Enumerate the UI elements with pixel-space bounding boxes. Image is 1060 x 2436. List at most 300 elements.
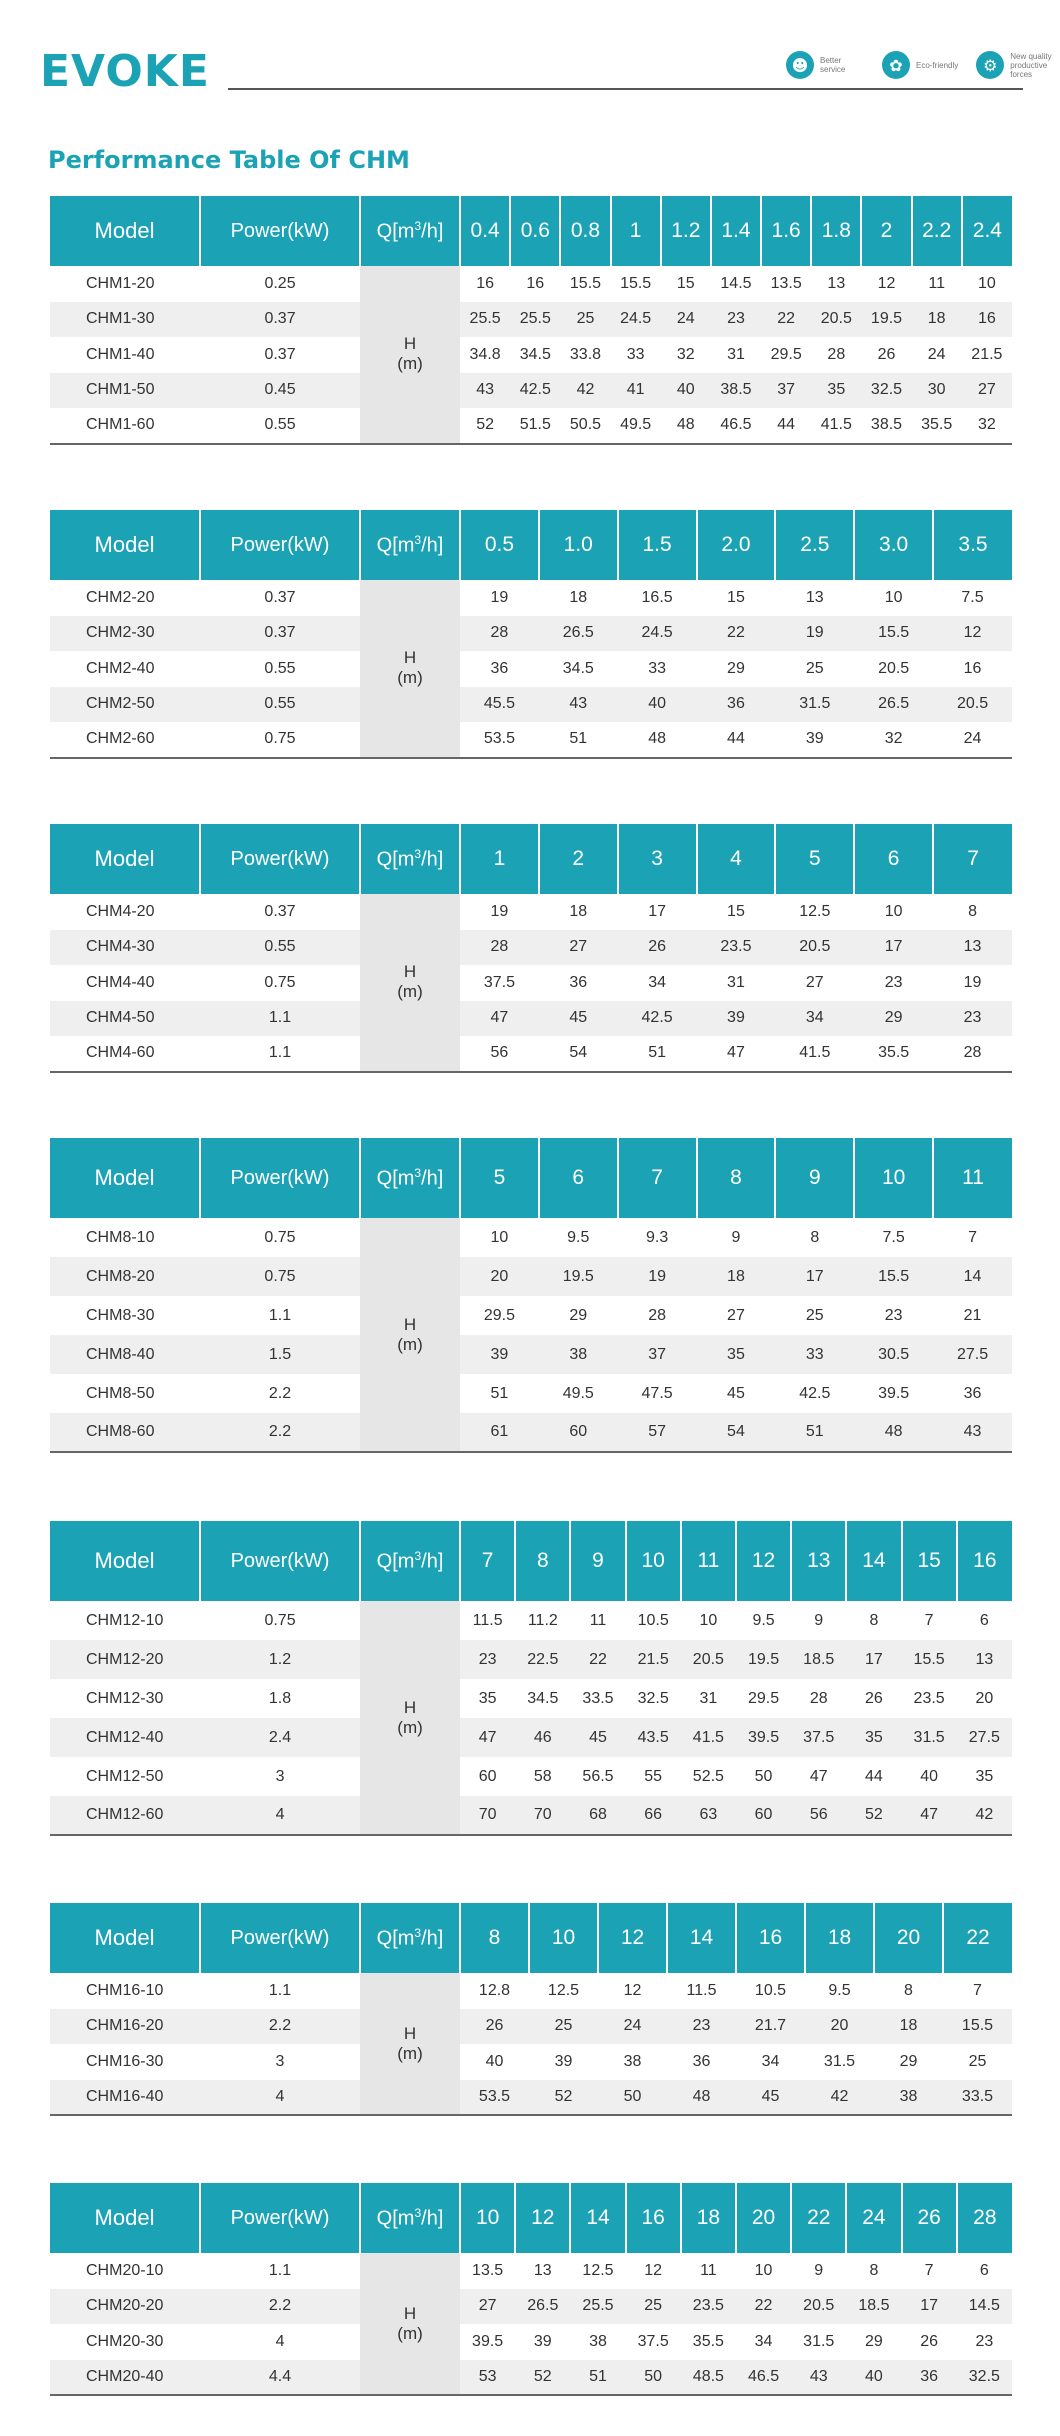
flow-value-header: 11	[681, 1521, 736, 1601]
flow-value-header: 1	[611, 196, 661, 266]
head-value-cell: 16	[476, 274, 495, 292]
power-cell: 1.1	[200, 1001, 360, 1037]
power-header: Power(kW)	[200, 1521, 360, 1601]
model-header: Model	[50, 196, 200, 266]
table-row	[50, 2009, 1012, 2045]
power-cell: 1.5	[200, 1335, 360, 1374]
head-value-cell: 39.5	[472, 2332, 504, 2350]
flow-header	[360, 2183, 460, 2253]
power-cell: 0.75	[264, 1228, 296, 1246]
head-value-cell: 19.5	[736, 1640, 791, 1679]
model-cell: CHM2-20	[86, 588, 155, 606]
head-value-cell: 43	[791, 2360, 846, 2396]
head-value-cell: 29.5	[770, 345, 802, 363]
flow-label-suffix: /h]	[421, 1550, 444, 1573]
model-header: Model	[50, 1521, 200, 1601]
head-value-cell: 13	[533, 2261, 552, 2279]
head-value-cell: 17	[854, 930, 933, 966]
head-value-cell: 35	[975, 1767, 994, 1785]
leaf-icon: ✿	[882, 51, 910, 79]
head-value-cell: 50	[754, 1767, 773, 1785]
model-cell: CHM12-30	[86, 1689, 164, 1707]
table-row	[50, 1679, 1012, 1718]
model-cell: CHM12-60	[50, 1796, 200, 1835]
table-row	[50, 965, 1012, 1001]
badge-text: Eco-friendly	[916, 60, 959, 70]
head-value-cell: 63	[681, 1796, 736, 1835]
head-value-cell: 22	[736, 2289, 791, 2325]
head-value-cell: 26	[877, 345, 896, 363]
head-value-cell: 11	[700, 2261, 717, 2279]
head-value-cell: 31.5	[902, 1718, 957, 1757]
head-value-cell: 35.5	[692, 2332, 724, 2350]
model-cell: CHM16-40	[50, 2080, 200, 2116]
head-unit-cell	[360, 1973, 460, 2115]
head-value-cell: 15.5	[620, 274, 652, 292]
head-value-cell: 41.5	[820, 416, 852, 434]
head-value-cell: 47	[809, 1767, 828, 1785]
model-cell: CHM2-60	[86, 730, 155, 748]
head-value-cell: 51	[775, 1413, 854, 1452]
header-row	[50, 2183, 1012, 2253]
head-value-cell: 43.5	[626, 1718, 681, 1757]
performance-table	[50, 1903, 1012, 2116]
model-cell: CHM2-40	[86, 659, 155, 677]
head-value-cell: 9.5	[828, 1981, 851, 1999]
head-value-cell: 29	[569, 1306, 588, 1324]
model-cell: CHM12-50	[86, 1767, 164, 1785]
head-value-cell: 45	[727, 1384, 745, 1402]
head-value-cell: 54	[569, 1044, 588, 1062]
head-value-cell: 13.5	[472, 2261, 504, 2279]
model-cell: CHM1-40	[86, 345, 155, 363]
head-value-cell: 20.5	[681, 1640, 736, 1679]
head-value-cell: 44	[865, 1767, 883, 1785]
power-cell: 0.37	[200, 302, 360, 338]
flow-value-header: 7	[460, 1521, 515, 1601]
head-value-cell: 25	[560, 302, 610, 338]
head-value-cell: 13	[933, 930, 1012, 966]
head-value-cell: 31.5	[823, 2052, 856, 2070]
table-row	[50, 408, 1012, 444]
model-cell: CHM16-10	[86, 1981, 164, 1999]
brand-logo[interactable]: EVOKE	[40, 46, 210, 97]
head-value-cell: 35	[478, 1689, 497, 1707]
head-value-cell: 21.7	[736, 2009, 805, 2045]
head-value-cell: 23.5	[681, 2289, 736, 2325]
flow-label-prefix: Q[m	[376, 2207, 415, 2230]
head-value-cell: 23	[711, 302, 761, 338]
table-row	[50, 722, 1012, 758]
flow-value-header: 12	[598, 1903, 667, 1973]
head-value-cell: 42.5	[618, 1001, 697, 1037]
power-cell: 0.55	[200, 930, 360, 966]
head-value-cell: 22	[697, 616, 776, 652]
head-value-cell: 47.5	[641, 1384, 673, 1402]
head-value-cell: 9	[731, 1228, 741, 1246]
head-value-cell: 41	[611, 373, 661, 409]
head-value-cell: 34	[648, 973, 666, 991]
flow-value-header: 1.2	[661, 196, 711, 266]
header-row	[50, 1521, 1012, 1601]
flow-value-header: 8	[697, 1138, 776, 1218]
power-cell: 4	[275, 2332, 285, 2350]
flow-value-header: 9	[570, 1521, 625, 1601]
flow-value-header: 0.5	[460, 510, 539, 580]
head-label: H	[403, 648, 417, 668]
badge-quality	[976, 48, 1054, 82]
model-cell: CHM20-40	[50, 2360, 200, 2396]
power-cell: 1.1	[268, 2261, 292, 2279]
flow-value-header: 10	[460, 2183, 515, 2253]
head-value-cell: 10.5	[754, 1981, 787, 1999]
head-value-cell: 70	[515, 1796, 570, 1835]
model-header: Model	[50, 824, 200, 894]
head-value-cell: 11.5	[472, 1611, 503, 1629]
head-value-cell: 11	[928, 274, 945, 292]
user-icon: ☻	[786, 51, 814, 79]
power-cell: 1.1	[268, 1044, 292, 1062]
header-row	[50, 510, 1012, 580]
head-value-cell: 34.5	[562, 659, 594, 677]
head-value-cell: 19	[490, 902, 509, 920]
head-value-cell: 13	[957, 1640, 1012, 1679]
head-value-cell: 27.5	[957, 1718, 1012, 1757]
badge-eco	[882, 48, 958, 82]
performance-table	[50, 2183, 1012, 2396]
head-value-cell: 40	[618, 687, 697, 723]
page-title: Performance Table Of CHM	[48, 146, 410, 174]
head-value-cell: 31.5	[775, 687, 854, 723]
head-label: H	[403, 2303, 417, 2323]
head-value-cell: 33.8	[569, 345, 602, 363]
head-value-cell: 46	[515, 1718, 570, 1757]
flow-label-suffix: /h]	[421, 2207, 444, 2230]
head-value-cell: 46.5	[720, 416, 752, 434]
head-value-cell: 52.5	[692, 1767, 724, 1785]
head-value-cell: 15.5	[854, 1257, 933, 1296]
table-row	[50, 2080, 1012, 2116]
flow-value-header: 12	[515, 2183, 570, 2253]
table-row	[50, 373, 1012, 409]
flow-value-header: 10	[854, 1138, 933, 1218]
table-row	[50, 1257, 1012, 1296]
head-value-cell: 24	[963, 730, 982, 748]
head-value-cell: 28	[809, 1689, 828, 1707]
head-value-cell: 11	[589, 1611, 607, 1629]
table-row	[50, 580, 1012, 616]
head-value-cell: 53	[460, 2360, 515, 2396]
head-value-cell: 17	[902, 2289, 957, 2325]
flow-header	[360, 196, 460, 266]
power-cell: 4.4	[200, 2360, 360, 2396]
flow-value-header: 16	[736, 1903, 805, 1973]
head-value-cell: 25	[968, 2052, 987, 2070]
head-value-cell: 26.5	[854, 687, 933, 723]
head-value-cell: 28	[460, 616, 539, 652]
head-unit: (m)	[397, 354, 423, 374]
model-cell: CHM16-30	[86, 2052, 164, 2070]
model-cell: CHM4-60	[86, 1044, 155, 1062]
head-value-cell: 33.5	[582, 1689, 614, 1707]
head-value-cell: 12.5	[799, 902, 831, 920]
head-value-cell: 42.5	[510, 373, 560, 409]
head-value-cell: 7	[924, 1611, 934, 1629]
head-value-cell: 38	[539, 1335, 618, 1374]
power-cell: 4	[200, 1796, 360, 1835]
head-value-cell: 15	[676, 274, 695, 292]
performance-table	[50, 510, 1012, 759]
power-cell: 0.75	[200, 1257, 360, 1296]
head-value-cell: 48	[676, 416, 695, 434]
model-cell: CHM4-30	[50, 930, 200, 966]
head-value-cell: 33.5	[943, 2080, 1012, 2116]
head-value-cell: 10	[754, 2261, 773, 2279]
head-value-cell: 50	[626, 2360, 681, 2396]
flow-label-exponent: 3	[414, 532, 422, 547]
head-value-cell: 26	[618, 930, 697, 966]
model-cell: CHM8-50	[86, 1384, 155, 1402]
flow-value-header: 2	[861, 196, 911, 266]
head-value-cell: 39	[533, 2332, 552, 2350]
flow-value-header: 16	[957, 1521, 1012, 1601]
head-value-cell: 22	[761, 302, 811, 338]
model-cell: CHM12-20	[50, 1640, 200, 1679]
head-value-cell: 24	[598, 2009, 667, 2045]
head-unit-cell	[360, 2253, 460, 2395]
head-value-cell: 23.5	[697, 930, 776, 966]
head-value-cell: 24.5	[618, 616, 697, 652]
head-value-cell: 22.5	[515, 1640, 570, 1679]
head-value-cell: 44	[727, 730, 745, 748]
flow-value-header: 2	[539, 824, 618, 894]
head-value-cell: 51	[648, 1044, 666, 1062]
head-value-cell: 28	[460, 930, 539, 966]
flow-label-suffix: /h]	[421, 1167, 444, 1190]
head-value-cell: 15	[727, 588, 745, 606]
flow-value-header: 1.4	[711, 196, 761, 266]
head-value-cell: 16	[963, 659, 982, 677]
table-row	[50, 1718, 1012, 1757]
feature-badges	[786, 48, 1054, 82]
table-row	[50, 894, 1012, 930]
head-value-cell: 24.5	[611, 302, 661, 338]
head-value-cell: 26	[920, 2332, 939, 2350]
head-value-cell: 50	[598, 2080, 667, 2116]
flow-label-exponent: 3	[414, 218, 422, 233]
head-value-cell: 58	[533, 1767, 552, 1785]
flow-value-header: 22	[791, 2183, 846, 2253]
header-divider	[228, 88, 1023, 90]
head-value-cell: 36	[490, 659, 509, 677]
head-value-cell: 43	[539, 687, 618, 723]
head-value-cell: 8	[869, 2261, 879, 2279]
head-value-cell: 28	[963, 1044, 982, 1062]
head-value-cell: 27	[805, 973, 824, 991]
table-row	[50, 1796, 1012, 1835]
flow-value-header: 5	[775, 824, 854, 894]
head-value-cell: 38	[623, 2052, 642, 2070]
head-value-cell: 37.5	[483, 973, 515, 991]
model-cell: CHM1-20	[86, 274, 155, 292]
table-row	[50, 2253, 1012, 2289]
head-value-cell: 31	[727, 345, 745, 363]
head-value-cell: 17	[846, 1640, 901, 1679]
power-cell: 2.4	[200, 1718, 360, 1757]
head-value-cell: 13	[827, 274, 846, 292]
head-value-cell: 32	[884, 730, 903, 748]
flow-value-header: 14	[570, 2183, 625, 2253]
head-value-cell: 14.5	[957, 2289, 1012, 2325]
flow-value-header: 8	[460, 1903, 529, 1973]
head-value-cell: 20.5	[791, 2289, 846, 2325]
head-value-cell: 32	[676, 345, 695, 363]
head-value-cell: 32.5	[957, 2360, 1012, 2396]
head-value-cell: 27	[727, 1306, 745, 1324]
model-cell: CHM1-50	[50, 373, 200, 409]
model-cell: CHM20-10	[86, 2261, 164, 2279]
flow-label-suffix: /h]	[421, 848, 444, 871]
model-cell: CHM8-60	[50, 1413, 200, 1452]
power-cell: 0.37	[264, 902, 296, 920]
head-value-cell: 36	[963, 1384, 982, 1402]
head-value-cell: 23	[667, 2009, 736, 2045]
head-unit: (m)	[397, 668, 423, 688]
model-header: Model	[50, 2183, 200, 2253]
model-cell: CHM1-60	[86, 416, 155, 434]
head-value-cell: 10	[490, 1228, 509, 1246]
head-value-cell: 23.5	[913, 1689, 945, 1707]
power-cell: 2.2	[200, 1413, 360, 1452]
flow-value-header: 1	[460, 824, 539, 894]
head-value-cell: 18	[874, 2009, 943, 2045]
head-value-cell: 39.5	[878, 1384, 910, 1402]
head-value-cell: 41.5	[799, 1044, 831, 1062]
head-value-cell: 39	[460, 1335, 539, 1374]
head-value-cell: 18	[697, 1257, 776, 1296]
head-value-cell: 12	[933, 616, 1012, 652]
head-value-cell: 7.5	[882, 1228, 905, 1246]
head-value-cell: 16	[962, 302, 1012, 338]
head-value-cell: 18.5	[791, 1640, 846, 1679]
flow-value-header: 1.6	[761, 196, 811, 266]
head-value-cell: 23	[975, 2332, 994, 2350]
head-value-cell: 26	[865, 1689, 883, 1707]
table-row	[50, 1001, 1012, 1037]
head-value-cell: 47	[902, 1796, 957, 1835]
head-value-cell: 48	[854, 1413, 933, 1452]
head-value-cell: 15.5	[902, 1640, 957, 1679]
head-value-cell: 32.5	[637, 1689, 669, 1707]
head-value-cell: 29	[899, 2052, 918, 2070]
head-value-cell: 48.5	[681, 2360, 736, 2396]
head-value-cell: 15.5	[943, 2009, 1012, 2045]
head-value-cell: 45	[570, 1718, 625, 1757]
power-cell: 0.37	[264, 345, 296, 363]
table-row	[50, 1374, 1012, 1413]
model-cell: CHM8-20	[50, 1257, 200, 1296]
head-value-cell: 22	[570, 1640, 625, 1679]
model-cell: CHM4-20	[86, 902, 155, 920]
head-value-cell: 51	[569, 730, 588, 748]
head-value-cell: 56	[490, 1044, 509, 1062]
flow-header	[360, 1903, 460, 1973]
head-value-cell: 25.5	[570, 2289, 625, 2325]
head-value-cell: 34	[775, 1001, 854, 1037]
flow-value-header: 7	[933, 824, 1012, 894]
head-value-cell: 70	[460, 1796, 515, 1835]
head-unit: (m)	[397, 2323, 423, 2343]
head-value-cell: 47	[460, 1718, 515, 1757]
head-value-cell: 16.5	[641, 588, 673, 606]
flow-header	[360, 1138, 460, 1218]
head-value-cell: 56.5	[582, 1767, 614, 1785]
head-value-cell: 60	[478, 1767, 497, 1785]
table-row	[50, 266, 1012, 302]
head-value-cell: 38	[589, 2332, 607, 2350]
head-value-cell: 38	[874, 2080, 943, 2116]
gear-icon: ⚙	[976, 51, 1004, 79]
power-cell: 1.8	[268, 1689, 292, 1707]
head-value-cell: 52	[846, 1796, 901, 1835]
head-value-cell: 12.5	[582, 2261, 614, 2279]
head-value-cell: 44	[777, 416, 796, 434]
head-value-cell: 41.5	[681, 1718, 736, 1757]
head-value-cell: 8	[810, 1228, 820, 1246]
head-value-cell: 39	[805, 730, 824, 748]
head-value-cell: 32	[977, 416, 996, 434]
flow-label-prefix: Q[m	[376, 848, 415, 871]
head-value-cell: 34.5	[519, 345, 551, 363]
flow-value-header: 2.5	[775, 510, 854, 580]
head-value-cell: 60	[539, 1413, 618, 1452]
table-row	[50, 1036, 1012, 1072]
head-value-cell: 7	[924, 2261, 934, 2279]
table-row	[50, 2360, 1012, 2396]
head-unit: (m)	[397, 2043, 423, 2063]
head-value-cell: 51	[570, 2360, 625, 2396]
flow-label-exponent: 3	[414, 1925, 422, 1940]
head-value-cell: 37.5	[791, 1718, 846, 1757]
head-value-cell: 6	[979, 1611, 989, 1629]
flow-label-exponent: 3	[414, 1548, 422, 1563]
head-value-cell: 35	[697, 1335, 776, 1374]
head-value-cell: 21.5	[626, 1640, 681, 1679]
head-value-cell: 29	[854, 1001, 933, 1037]
head-value-cell: 18	[569, 902, 588, 920]
power-cell: 4	[200, 2080, 360, 2116]
head-value-cell: 27	[460, 2289, 515, 2325]
head-value-cell: 37	[618, 1335, 697, 1374]
model-cell: CHM4-50	[50, 1001, 200, 1037]
power-cell: 0.75	[264, 1611, 296, 1629]
head-value-cell: 36	[692, 2052, 711, 2070]
head-value-cell: 23	[933, 1001, 1012, 1037]
head-value-cell: 12	[877, 274, 896, 292]
head-value-cell: 7	[968, 1228, 977, 1246]
flow-value-header: 14	[667, 1903, 736, 1973]
flow-value-header: 12	[736, 1521, 791, 1601]
flow-label-exponent: 3	[414, 1165, 422, 1180]
head-value-cell: 39.5	[736, 1718, 791, 1757]
power-header: Power(kW)	[200, 824, 360, 894]
power-cell: 0.45	[200, 373, 360, 409]
model-cell: CHM12-10	[86, 1611, 164, 1629]
power-cell: 0.75	[264, 730, 296, 748]
flow-label-prefix: Q[m	[376, 220, 415, 243]
head-value-cell: 48	[667, 2080, 736, 2116]
head-unit-cell	[360, 894, 460, 1072]
